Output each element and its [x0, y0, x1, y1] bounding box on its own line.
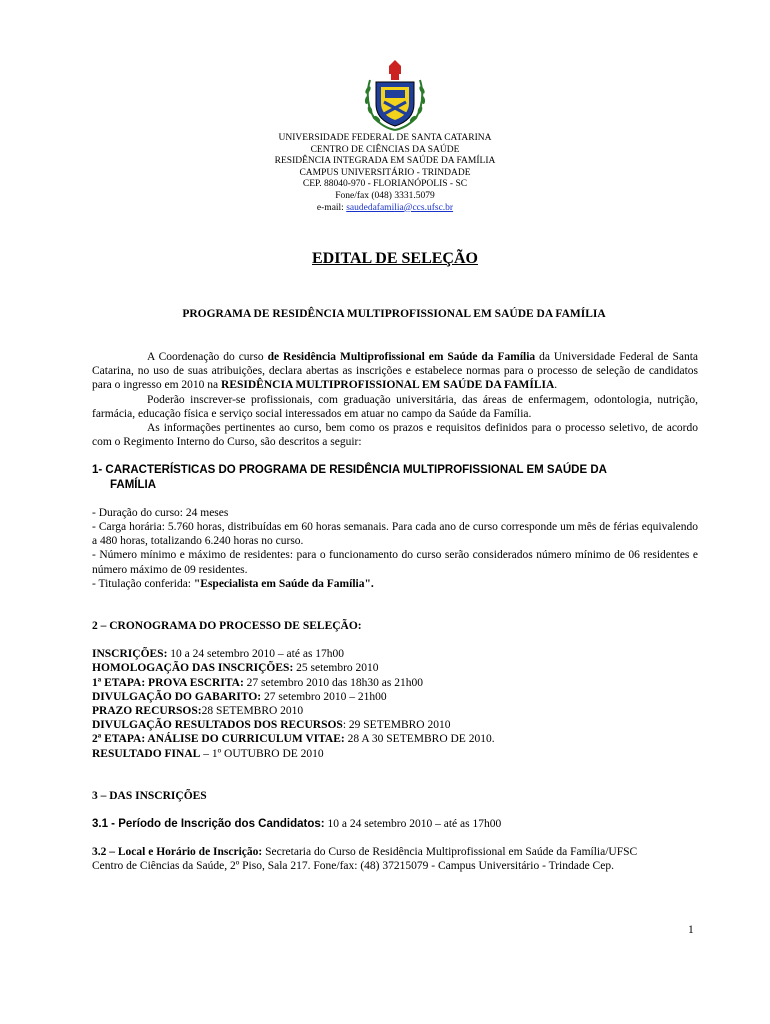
header-line: CENTRO DE CIÊNCIAS DA SAÚDE [310, 144, 460, 155]
schedule-value: 25 setembro 2010 [293, 662, 379, 675]
intro-text: . [554, 379, 558, 392]
list-item [92, 577, 698, 591]
list-item: - Duração do curso: 24 meses [92, 506, 229, 519]
intro-paragraph: Poderão inscrever-se profissionais, com graduação universitária, das áreas de enfermagem, odontologia, nutrição, farmácia, educação física e serviço social interessados em atuar no campo da Saúde da Família. [92, 393, 698, 420]
schedule-row [92, 718, 698, 732]
section-title-text: 1- CARACTERÍSTICAS DO PROGRAMA DE RESIDÊNCIA MULTIPROFISSIONAL EM SAÚDE DA [92, 464, 607, 477]
schedule-value: 27 setembro 2010 – 21h00 [261, 690, 387, 703]
intro-paragraph [92, 350, 698, 393]
list-item: - Número mínimo e máximo de residentes: para o funcionamento do curso serão considerados número mínimo de 06 residentes e número máximo de 09 residentes. [92, 549, 698, 576]
header-email-line [0, 203, 770, 215]
intro-bold: RESIDÊNCIA MULTIPROFISSIONAL EM SAÚDE DA FAMÍLIA [221, 379, 555, 392]
subsection-3-2-line: Centro de Ciências da Saúde, 2º Piso, Sala 217. Fone/fax: (48) 37215079 - Campus Universitário - Trindade Cep. [92, 860, 614, 873]
list-label: - Titulação conferida: [92, 577, 194, 590]
schedule-value: – 1º OUTUBRO DE 2010 [200, 747, 324, 760]
schedule-label: 1ª ETAPA: PROVA ESCRITA: [92, 676, 244, 689]
schedule-row [92, 747, 698, 761]
schedule-label: INSCRIÇÕES: [92, 648, 168, 661]
subsection-value: Secretaria do Curso de Residência Multiprofissional em Saúde da Família/UFSC [262, 846, 638, 859]
schedule-row [92, 647, 698, 661]
schedule-row [92, 704, 698, 718]
schedule-value: 27 setembro 2010 das 18h30 as 21h00 [243, 676, 423, 689]
intro-bold: de Residência Multiprofissional em Saúde da Família [267, 351, 536, 363]
section-1-title [92, 463, 698, 477]
list-item: - Carga horária: 5.760 horas, distribuídas em 60 horas semanais. Para cada ano de curso corresponde um mês de férias equivalendo a 480 horas, totalizando 6.240 horas no curso. [92, 521, 698, 548]
section-2-title: 2 – CRONOGRAMA DO PROCESSO DE SELEÇÃO: [92, 620, 362, 633]
schedule-label: 2ª ETAPA: ANÁLISE DO CURRICULUM VITAE: [92, 733, 345, 746]
subsection-value: 10 a 24 setembro 2010 – até as 17h00 [324, 818, 502, 831]
ufsc-seal-logo [360, 60, 430, 132]
institution-header [0, 133, 770, 214]
page-number: 1 [688, 924, 694, 936]
subsection-3-1 [92, 817, 698, 831]
intro-paragraph: As informações pertinentes ao curso, bem como os prazos e requisitos definidos para o processo seletivo, de acordo com o Regimento Interno do Curso, são descritos a seguir: [92, 422, 698, 449]
subsection-3-2 [92, 845, 698, 859]
header-line: Fone/fax (048) 3331.5079 [335, 190, 435, 201]
schedule-value: : 29 SETEMBRO 2010 [342, 719, 451, 732]
schedule-value: 28 A 30 SETEMBRO DE 2010. [344, 733, 495, 746]
section-1-title-cont: FAMÍLIA [110, 478, 156, 491]
header-line: UNIVERSIDADE FEDERAL DE SANTA CATARINA [278, 133, 492, 143]
schedule-row [92, 732, 698, 746]
schedule-value: 10 a 24 setembro 2010 – até as 17h00 [167, 648, 345, 661]
header-line: CEP. 88040-970 - FLORIANÓPOLIS - SC [302, 179, 468, 190]
page-subtitle: PROGRAMA DE RESIDÊNCIA MULTIPROFISSIONAL EM SAÚDE DA FAMÍLIA [182, 308, 606, 320]
subsection-label: 3.2 – Local e Horário de Inscrição: [92, 846, 263, 859]
schedule-label: DIVULGAÇÃO DO GABARITO: [92, 690, 262, 703]
intro-text: A Coordenação do curso [147, 351, 268, 363]
schedule-label: DIVULGAÇÃO RESULTADOS DOS RECURSOS [92, 719, 343, 732]
section-3-title: 3 – DAS INSCRIÇÕES [92, 789, 207, 802]
schedule-label: RESULTADO FINAL [92, 747, 201, 760]
schedule-row [92, 661, 698, 675]
schedule-label: HOMOLOGAÇÃO DAS INSCRIÇÕES: [92, 662, 294, 675]
header-line: RESIDÊNCIA INTEGRADA EM SAÚDE DA FAMÍLIA [274, 156, 496, 167]
schedule-label: PRAZO RECURSOS: [92, 705, 202, 718]
intro-text: da Universidade Federal de Santa Catarina, no uso de suas atribuições, declara abertas as inscrições e estabelece normas para o processo de seleção de candidatos para o ingresso em 2010 na [92, 351, 699, 392]
header-line: CAMPUS UNIVERSITÁRIO - TRINDADE [299, 167, 471, 178]
document-body [92, 350, 698, 874]
subsection-label: 3.1 - Período de Inscrição dos Candidatos: [92, 818, 325, 831]
email-link[interactable]: saudedafamilia@ccs.ufsc.br [346, 202, 454, 213]
list-value: "Especialista em Saúde da Família". [193, 577, 374, 590]
schedule-row [92, 676, 698, 690]
schedule-row [92, 690, 698, 704]
schedule-value: 28 SETEMBRO 2010 [201, 705, 304, 718]
email-label: e-mail: [316, 202, 347, 213]
page-title: EDITAL DE SELEÇÃO [312, 250, 478, 267]
